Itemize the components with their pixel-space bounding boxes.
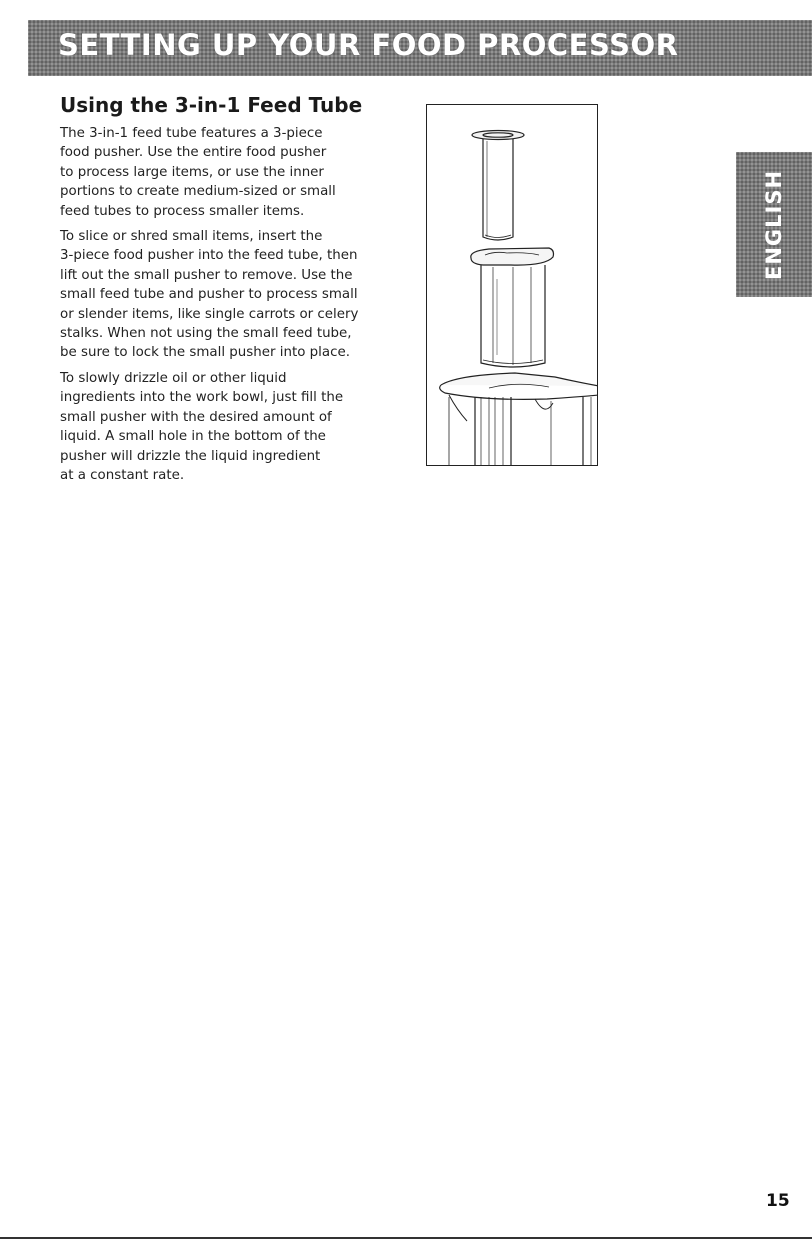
paragraph-feed-tube-intro: The 3-in-1 feed tube features a 3-piece food pusher. Use the entire food pusher to process large items, or use the inner portions to create medium-sized or small feed tubes to process smaller items.	[60, 126, 336, 219]
work-bowl-illustration	[440, 373, 598, 466]
banner-title: SETTING UP YOUR FOOD PROCESSOR	[58, 28, 679, 62]
section-heading: Using the 3-in-1 Feed Tube	[60, 93, 363, 117]
body-text	[60, 124, 405, 491]
page-number: 15	[766, 1191, 790, 1211]
paragraph-drizzle: To slowly drizzle oil or other liquid ingredients into the work bowl, just fill the small pusher with the desired amount of liquid. A small hole in the bottom of the pusher will drizzle the liquid ingredient at a constant rate.	[60, 370, 344, 483]
language-tab	[736, 152, 812, 297]
medium-pusher-illustration	[471, 248, 554, 367]
small-pusher-illustration	[472, 131, 524, 241]
section-banner	[28, 20, 812, 76]
bottom-divider	[0, 1237, 812, 1239]
paragraph-small-items: To slice or shred small items, insert the 3-piece food pusher into the feed tube, then lift out the small pusher to remove. Use the small feed tube and pusher to process small or slender items, like single carrots or celery stalks. When not using the small feed tube, be sure to lock the small pusher into place.	[60, 229, 359, 361]
language-tab-label: ENGLISH	[762, 169, 786, 280]
feed-tube-diagram	[427, 105, 598, 466]
feed-tube-illustration	[426, 104, 598, 466]
